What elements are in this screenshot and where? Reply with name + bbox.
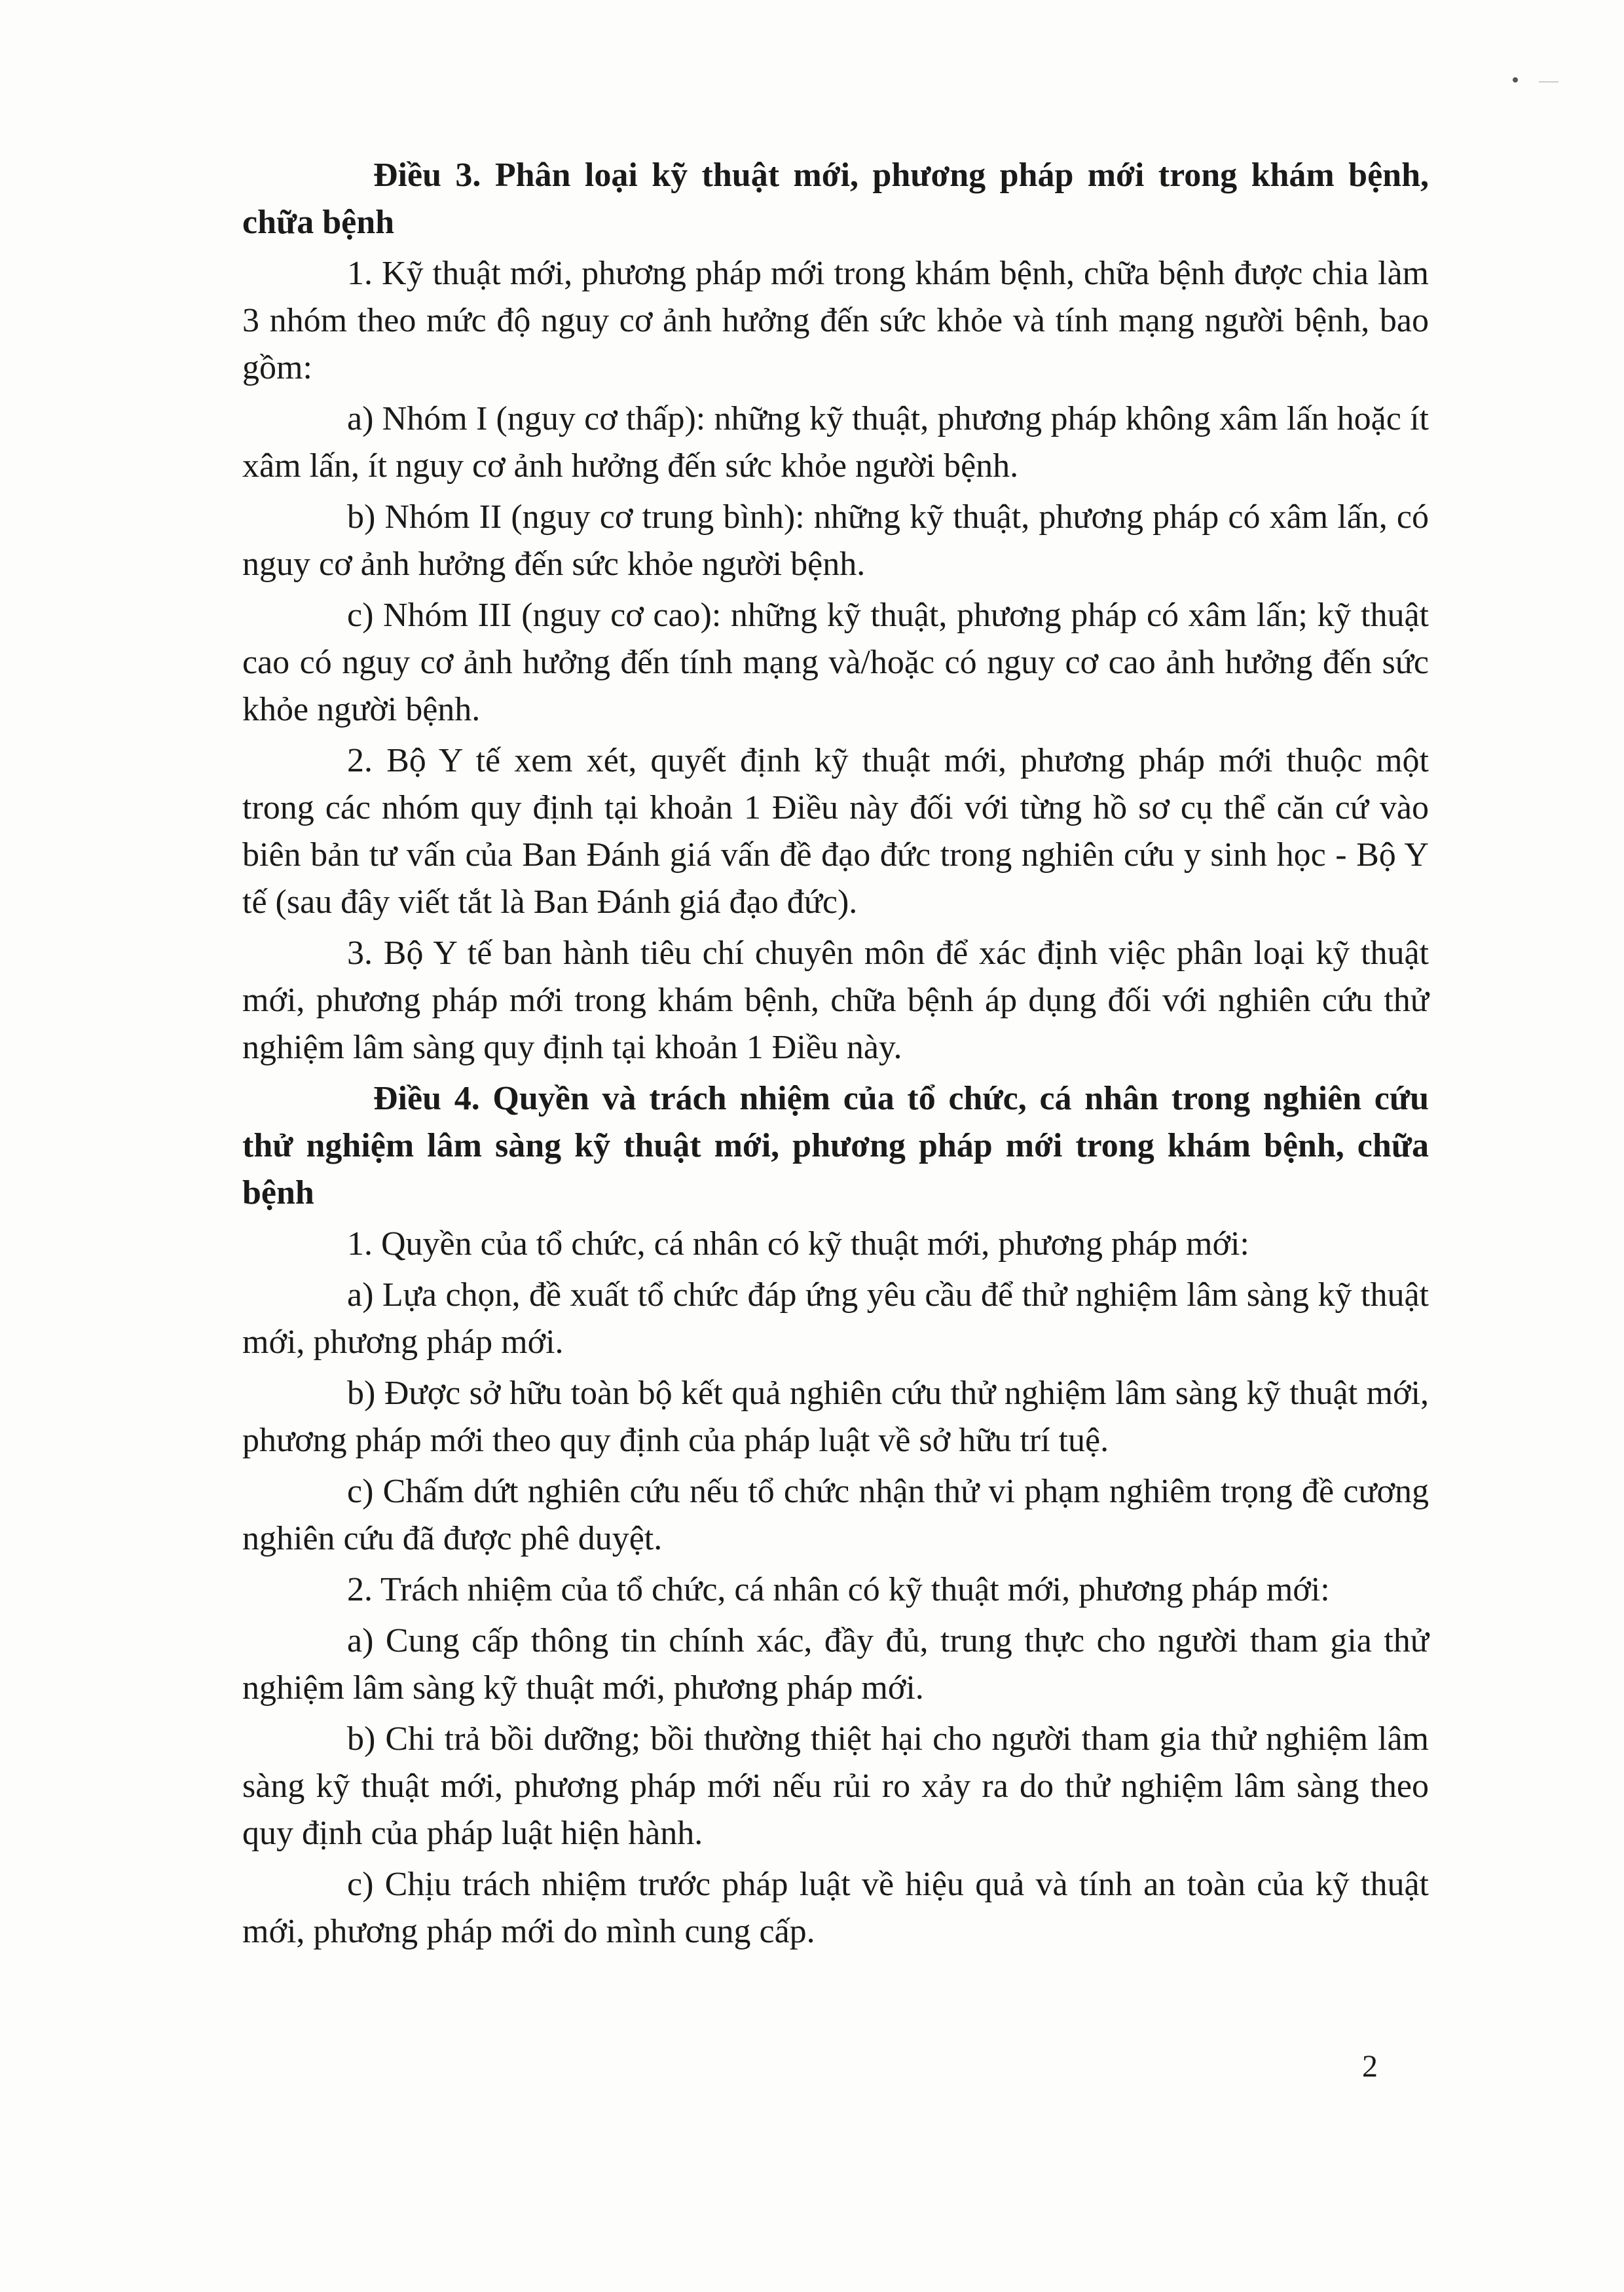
scan-mark xyxy=(1539,81,1559,83)
article-4-clause-1c: c) Chấm dứt nghiên cứu nếu tổ chức nhận thử vi phạm nghiêm trọng đề cương nghiên cứu đã được phê duyệt. xyxy=(242,1473,1429,1557)
article-3-clause-2: 2. Bộ Y tế xem xét, quyết định kỹ thuật mới, phương pháp mới thuộc một trong các nhóm quy định tại khoản 1 Điều này đối với từng hồ sơ cụ thể căn cứ vào biên bản tư vấn của Ban Đánh giá vấn đề đạo đức trong nghiên cứu y sinh học - Bộ Y tế (sau đây viết tắt là Ban Đánh giá đạo đức). xyxy=(242,742,1429,921)
article-3-clause-1: 1. Kỹ thuật mới, phương pháp mới trong khám bệnh, chữa bệnh được chia làm 3 nhóm theo mức độ nguy cơ ảnh hưởng đến sức khỏe và tính mạng người bệnh, bao gồm: xyxy=(242,255,1429,386)
article-3-clause-1b: b) Nhóm II (nguy cơ trung bình): những kỹ thuật, phương pháp có xâm lấn, có nguy cơ ảnh hưởng đến sức khỏe người bệnh. xyxy=(242,498,1429,583)
article-4-clause-2b: b) Chi trả bồi dưỡng; bồi thường thiệt hại cho người tham gia thử nghiệm lâm sàng kỹ thuật mới, phương pháp mới nếu rủi ro xảy ra do thử nghiệm lâm sàng theo quy định của pháp luật hiện hành. xyxy=(242,1720,1429,1852)
article-4-clause-1a: a) Lựa chọn, đề xuất tổ chức đáp ứng yêu cầu để thử nghiệm lâm sàng kỹ thuật mới, phương pháp mới. xyxy=(242,1276,1429,1361)
article-4-clause-2: 2. Trách nhiệm của tổ chức, cá nhân có kỹ thuật mới, phương pháp mới: xyxy=(347,1571,1330,1608)
article-4-clause-2a: a) Cung cấp thông tin chính xác, đầy đủ, trung thực cho người tham gia thử nghiệm lâm sàng kỹ thuật mới, phương pháp mới. xyxy=(242,1622,1429,1707)
article-4-clause-1b: b) Được sở hữu toàn bộ kết quả nghiên cứu thử nghiệm lâm sàng kỹ thuật mới, phương pháp mới theo quy định của pháp luật về sở hữu trí tuệ. xyxy=(242,1375,1429,1459)
page-number: 2 xyxy=(1362,2049,1378,2084)
document-body xyxy=(242,152,1429,1959)
article-3-clause-1c: c) Nhóm III (nguy cơ cao): những kỹ thuật, phương pháp có xâm lấn; kỹ thuật cao có nguy cơ ảnh hưởng đến tính mạng và/hoặc có nguy cơ cao ảnh hưởng đến sức khỏe người bệnh. xyxy=(242,597,1429,728)
article-3-clause-1a: a) Nhóm I (nguy cơ thấp): những kỹ thuật, phương pháp không xâm lấn hoặc ít xâm lấn, ít nguy cơ ảnh hưởng đến sức khỏe người bệnh. xyxy=(242,400,1429,485)
article-3-clause-3: 3. Bộ Y tế ban hành tiêu chí chuyên môn để xác định việc phân loại kỹ thuật mới, phương pháp mới trong khám bệnh, chữa bệnh áp dụng đối với nghiên cứu thử nghiệm lâm sàng quy định tại khoản 1 Điều này. xyxy=(242,934,1429,1066)
article-4-heading: Điều 4. Quyền và trách nhiệm của tổ chức, cá nhân trong nghiên cứu thử nghiệm lâm sàng kỹ thuật mới, phương pháp mới trong khám bệnh, chữa bệnh xyxy=(242,1080,1429,1211)
article-4-clause-2c: c) Chịu trách nhiệm trước pháp luật về hiệu quả và tính an toàn của kỹ thuật mới, phương pháp mới do mình cung cấp. xyxy=(242,1866,1429,1950)
article-4-clause-1: 1. Quyền của tổ chức, cá nhân có kỹ thuật mới, phương pháp mới: xyxy=(347,1225,1249,1263)
scan-dot xyxy=(1513,77,1518,83)
article-3-heading: Điều 3. Phân loại kỹ thuật mới, phương pháp mới trong khám bệnh, chữa bệnh xyxy=(242,157,1429,241)
